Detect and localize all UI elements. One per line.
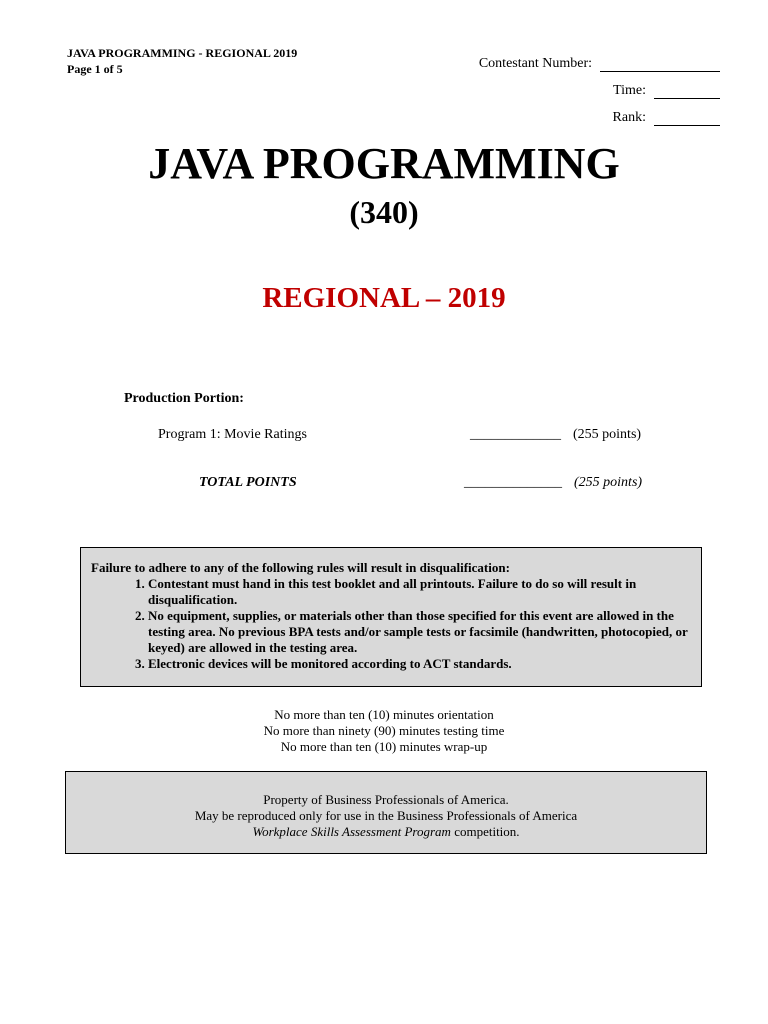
- program-name: Workplace Skills Assessment Program: [252, 824, 451, 839]
- event-code: (340): [349, 194, 419, 230]
- rank-row: [420, 99, 720, 126]
- rules-box: [80, 547, 702, 687]
- wrapup-time: No more than ten (10) minutes wrap-up: [280, 739, 488, 754]
- rule-item: 2. No equipment, supplies, or materials other than those specified for this event are allowed in the testing area. No previous BPA tests and/or sample tests or facsimile (handwritten, photocopied, or keyed) are allowed in the testing area.: [148, 608, 691, 656]
- property-notice: [65, 771, 707, 854]
- property-line-3-rest: competition.: [450, 824, 520, 839]
- production-heading: Production Portion:: [124, 391, 244, 406]
- time-row: [420, 72, 720, 99]
- time-label: Time:: [613, 83, 646, 98]
- rank-field[interactable]: [654, 110, 720, 126]
- rule-item: 1. Contestant must hand in this test booklet and all printouts. Failure to do so will result in disqualification.: [148, 576, 691, 608]
- time-limits: [0, 707, 768, 755]
- total-points-label: TOTAL POINTS: [199, 475, 297, 490]
- contestant-number-field[interactable]: [600, 56, 720, 72]
- property-line-3: [66, 824, 706, 840]
- property-line-2: May be reproduced only for use in the Business Professionals of America: [194, 808, 578, 823]
- program-points: (255 points): [573, 427, 642, 442]
- rule-item: 3. Electronic devices will be monitored according to ACT standards.: [148, 656, 691, 672]
- header-right: [420, 45, 720, 126]
- contestant-number-label: Contestant Number:: [478, 56, 592, 71]
- testing-time: No more than ninety (90) minutes testing time: [263, 723, 505, 738]
- page-number: Page 1 of 5: [67, 62, 123, 76]
- rank-label: Rank:: [612, 110, 646, 125]
- rules-intro: Failure to adhere to any of the following rules will result in disqualification:: [91, 560, 510, 575]
- total-points-value: (255 points): [574, 475, 643, 490]
- time-field[interactable]: [654, 83, 720, 99]
- regional-heading: REGIONAL – 2019: [262, 282, 506, 314]
- total-score-blank[interactable]: ______________: [464, 475, 562, 490]
- program-score-blank[interactable]: _____________: [470, 427, 561, 442]
- rules-list: [91, 576, 691, 672]
- contestant-number-row: [420, 45, 720, 72]
- page-title: JAVA PROGRAMMING: [148, 139, 620, 188]
- orientation-time: No more than ten (10) minutes orientation: [274, 707, 494, 722]
- header-left: [67, 45, 297, 77]
- program-label: Program 1: Movie Ratings: [158, 427, 307, 442]
- property-line-1: Property of Business Professionals of America.: [263, 792, 509, 807]
- header-title: JAVA PROGRAMMING - REGIONAL 2019: [67, 46, 298, 60]
